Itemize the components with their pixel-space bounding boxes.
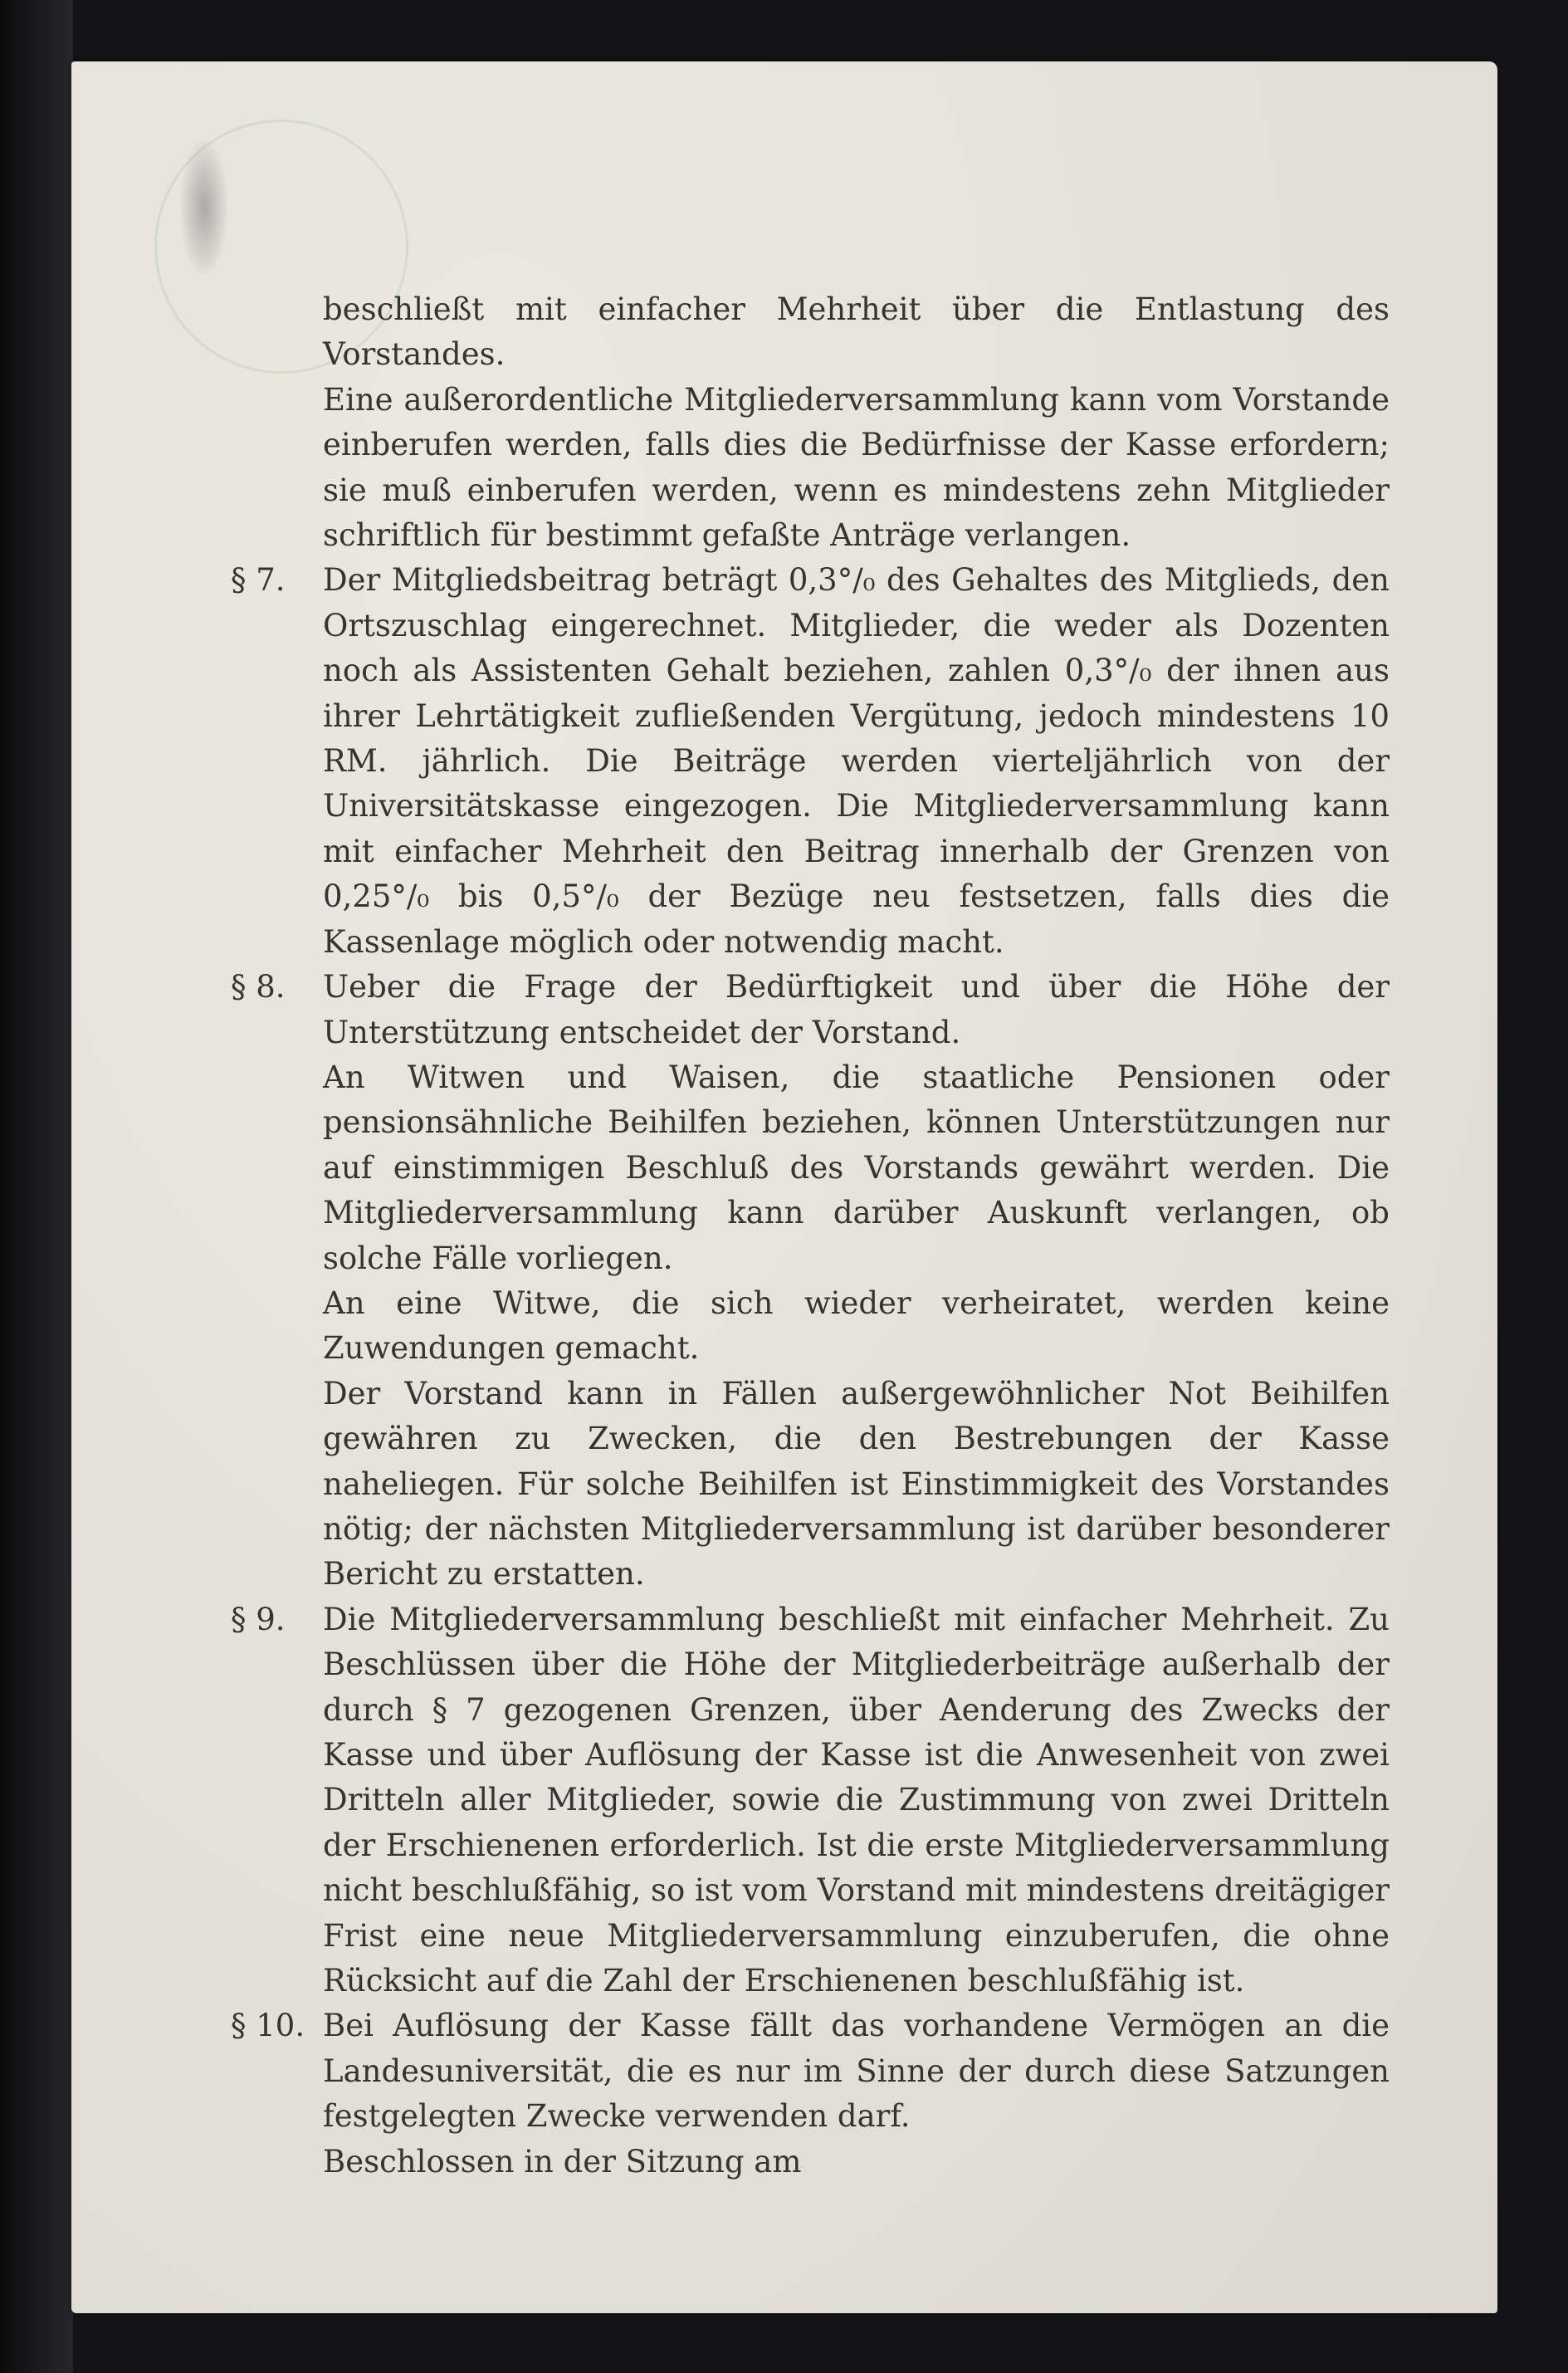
section-number: § 8. [231,969,286,1005]
section-10 [71,2004,1390,2185]
section-9 [71,1597,1390,2004]
paragraph: Ueber die Frage der Bedürftigkeit und über die Höhe der Unterstützung entscheidet der Vorstand. [323,969,1390,1050]
paragraph: Der Mitgliedsbeitrag beträgt 0,3°/₀ des Gehaltes des Mitglieds, den Ortszuschlag eingerechnet. Mitglieder, die weder als Dozenten noch als Assistenten Gehalt beziehen, zahlen 0,3°/₀ der ihnen aus ihrer Lehrtätigkeit zufließenden Vergütung, jedoch mindestens 10 RM. jährlich. Die Beiträge werden vierteljährlich von der Universitätskasse eingezogen. Die Mitgliederversammlung kann mit einfacher Mehrheit den Beitrag innerhalb der Grenzen von 0,25°/₀ bis 0,5°/₀ der Bezüge neu festsetzen, falls dies die Kassenlage möglich oder notwendig macht. [323,562,1390,960]
section-7 [71,558,1390,965]
paragraph: An Witwen und Waisen, die staatliche Pensionen oder pensionsähnliche Beihilfen beziehen, können Unterstützungen nur auf einstimmigen Beschluß des Vorstands gewährt werden. Die Mitgliederversammlung kann darüber Auskunft verlangen, ob solche Fälle vorliegen. [323,1059,1390,1276]
document-page [71,61,1497,2313]
scan-background [0,0,73,2373]
section-number: § 7. [231,562,286,599]
paragraph: Beschlossen in der Sitzung am [323,2143,802,2180]
paragraph: An eine Witwe, die sich wieder verheiratet, werden keine Zuwendungen gemacht. [323,1284,1390,1367]
section-8 [71,965,1390,1597]
paragraph: Der Vorstand kann in Fällen außergewöhnlicher Not Beihilfen gewähren zu Zwecken, die den Bestrebungen der Kasse naheliegen. Für solche Beihilfen ist Einstimmigkeit des Vorstandes nötig; der nächsten Mitgliederversammlung ist darüber besonderer Bericht zu erstatten. [323,1375,1390,1593]
document-body [71,287,1497,2185]
ink-smudge [181,141,227,274]
section-number: § 10. [231,2008,305,2044]
paragraph: beschließt mit einfacher Mehrheit über die Entlastung des Vorstandes. [323,291,1390,373]
section-number: § 9. [231,1601,286,1637]
section-continuation [71,287,1390,558]
paragraph: Eine außerordentliche Mitgliederversammlung kann vom Vorstande einberufen werden, falls dies die Bedürfnisse der Kasse erfordern; sie muß einberufen werden, wenn es mindestens zehn Mitglieder schriftlich für bestimmt gefaßte Anträge verlangen. [323,381,1390,554]
paragraph: Bei Auflösung der Kasse fällt das vorhandene Vermögen an die Landesuniversität, die es nur im Sinne der durch diese Satzungen festgelegten Zwecke verwenden darf. [323,2008,1390,2135]
paragraph: Die Mitgliederversammlung beschließt mit einfacher Mehrheit. Zu Beschlüssen über die Höhe der Mitgliederbeiträge außerhalb der durch § 7 gezogenen Grenzen, über Aenderung des Zwecks der Kasse und über Auflösung der Kasse ist die Anwesenheit von zwei Dritteln aller Mitglieder, sowie die Zustimmung von zwei Dritteln der Erschienenen erforderlich. Ist die erste Mitgliederversammlung nicht beschlußfähig, so ist vom Vorstand mit mindestens dreitägiger Frist eine neue Mitgliederversammlung einzuberufen, die ohne Rücksicht auf die Zahl der Erschienenen beschlußfähig ist. [323,1601,1390,1999]
